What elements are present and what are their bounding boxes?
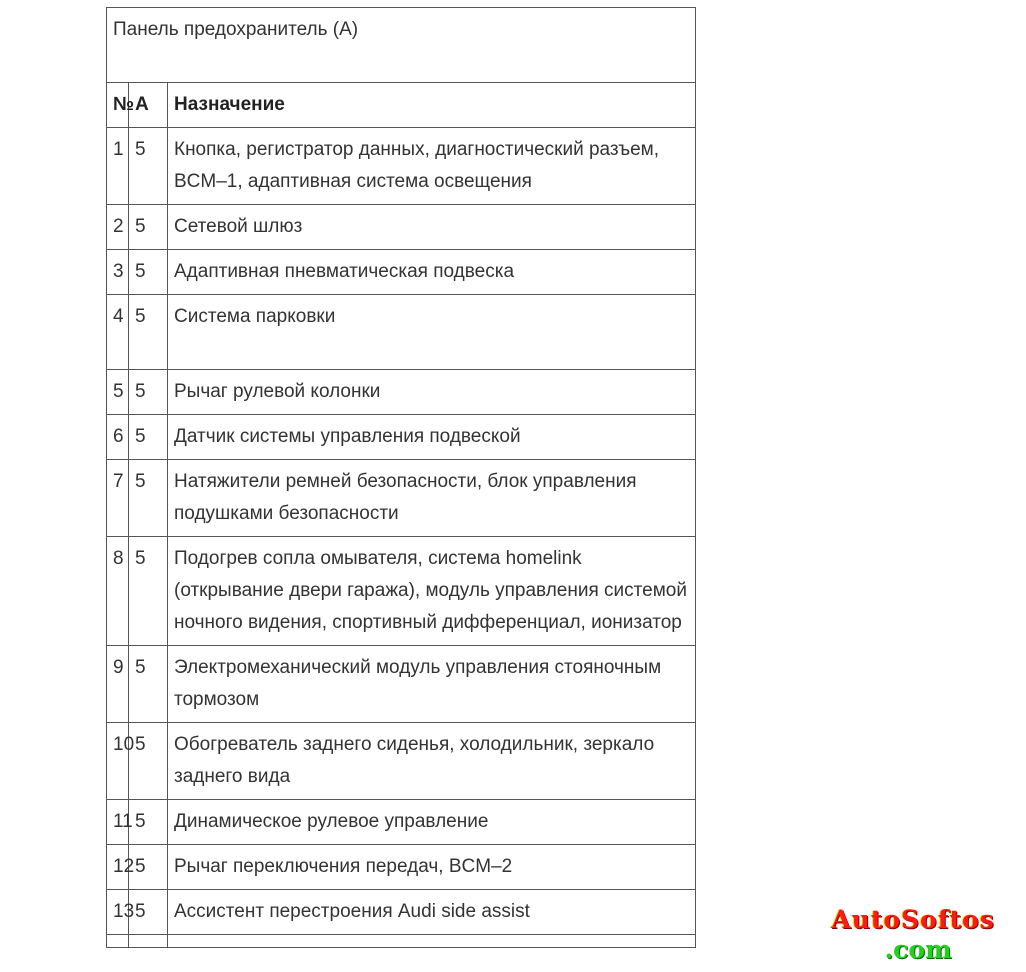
row-purpose: Датчик системы управления подвеской — [168, 415, 696, 460]
row-number: 9 — [107, 646, 129, 723]
table-row — [107, 537, 696, 646]
row-amps: 5 — [129, 800, 168, 845]
table-row — [107, 890, 696, 935]
row-amps: 5 — [129, 128, 168, 205]
row-amps: 5 — [129, 415, 168, 460]
table-row — [107, 415, 696, 460]
row-purpose: Адаптивная пневматическая подвеска — [168, 250, 696, 295]
site-watermark-logo — [818, 905, 1008, 965]
table-caption: Панель предохранитель (A) — [107, 8, 696, 83]
row-amps: 5 — [129, 890, 168, 935]
row-number: 10 — [107, 723, 129, 800]
row-number: 1 — [107, 128, 129, 205]
watermark-domain: .com — [884, 935, 952, 964]
table-row — [107, 800, 696, 845]
table-row — [107, 370, 696, 415]
row-amps: 5 — [129, 250, 168, 295]
row-amps: 5 — [129, 370, 168, 415]
row-purpose: Ассистент перестроения Audi side assist — [168, 890, 696, 935]
table-row — [107, 250, 696, 295]
row-amps: 5 — [129, 460, 168, 537]
row-number: 11 — [107, 800, 129, 845]
row-number: 6 — [107, 415, 129, 460]
caption-row — [107, 8, 696, 83]
row-amps: 5 — [129, 537, 168, 646]
row-number: 4 — [107, 295, 129, 370]
row-number: 7 — [107, 460, 129, 537]
header-row — [107, 83, 696, 128]
row-amps: 5 — [129, 646, 168, 723]
watermark-brand: AutoSoftos — [831, 905, 995, 934]
fuse-table — [106, 7, 696, 948]
row-purpose — [168, 935, 696, 948]
row-purpose: Кнопка, регистратор данных, диагностический разъем, BCM–1, адаптивная система освещения — [168, 128, 696, 205]
row-number: 8 — [107, 537, 129, 646]
row-purpose: Динамическое рулевое управление — [168, 800, 696, 845]
row-amps: 5 — [129, 295, 168, 370]
table-row — [107, 295, 696, 370]
row-purpose: Обогреватель заднего сиденья, холодильник, зеркало заднего вида — [168, 723, 696, 800]
row-number: 13 — [107, 890, 129, 935]
table-row — [107, 205, 696, 250]
table-row — [107, 128, 696, 205]
row-amps: 5 — [129, 845, 168, 890]
table-row — [107, 723, 696, 800]
row-purpose: Система парковки — [168, 295, 696, 370]
row-purpose: Электромеханический модуль управления стояночным тормозом — [168, 646, 696, 723]
table-row — [107, 646, 696, 723]
header-purpose: Назначение — [168, 83, 696, 128]
row-number: 5 — [107, 370, 129, 415]
row-purpose: Подогрев сопла омывателя, система homelink (открывание двери гаража), модуль управления системой ночного видения, спортивный дифференциал, ионизатор — [168, 537, 696, 646]
table-row — [107, 460, 696, 537]
row-amps: 5 — [129, 723, 168, 800]
row-purpose: Рычаг переключения передач, BCM–2 — [168, 845, 696, 890]
row-amps — [129, 935, 168, 948]
table-row — [107, 935, 696, 948]
header-number: № — [107, 83, 129, 128]
row-number: 3 — [107, 250, 129, 295]
row-amps: 5 — [129, 205, 168, 250]
table-row — [107, 845, 696, 890]
row-purpose: Натяжители ремней безопасности, блок управления подушками безопасности — [168, 460, 696, 537]
row-purpose: Рычаг рулевой колонки — [168, 370, 696, 415]
row-purpose: Сетевой шлюз — [168, 205, 696, 250]
header-amps: A — [129, 83, 168, 128]
row-number — [107, 935, 129, 948]
row-number: 2 — [107, 205, 129, 250]
row-number: 12 — [107, 845, 129, 890]
